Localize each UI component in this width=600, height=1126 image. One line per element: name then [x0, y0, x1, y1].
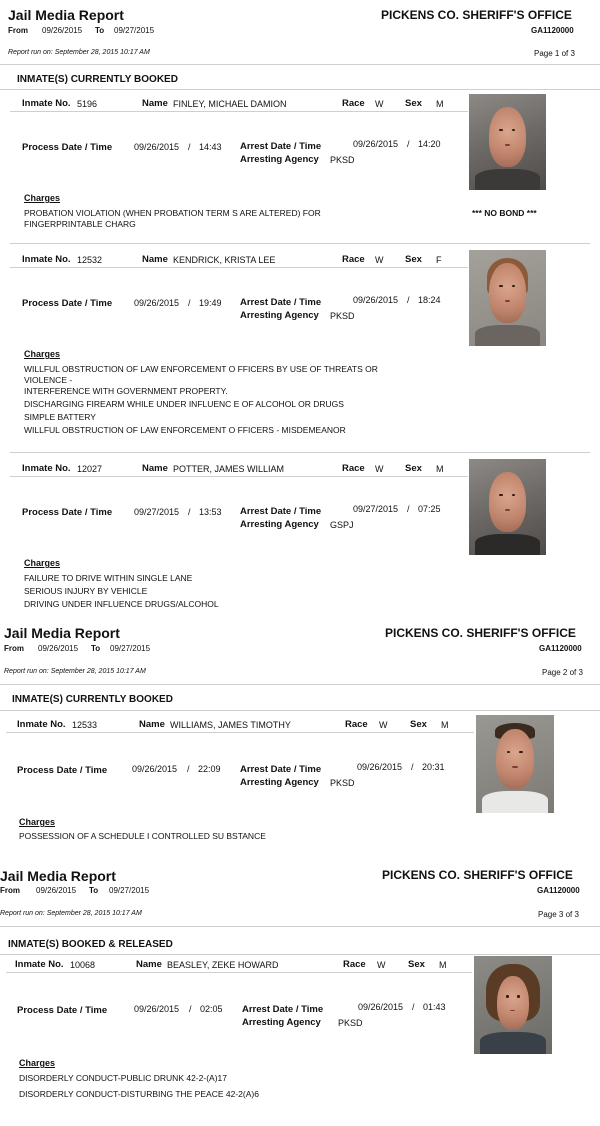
charge-line: FINGERPRINTABLE CHARG — [24, 219, 136, 229]
charges-label: Charges — [19, 1058, 56, 1068]
section-title: INMATE(S) BOOKED & RELEASED — [8, 939, 173, 950]
process-label: Process Date / Time — [17, 1005, 108, 1016]
race-label: Race — [345, 719, 368, 730]
charge-line: DISORDERLY CONDUCT-PUBLIC DRUNK 42-2-(A)17 — [19, 1073, 227, 1083]
charge-line: DISORDERLY CONDUCT-DISTURBING THE PEACE 42-2(A)6 — [19, 1089, 259, 1099]
arrest-time: 01:43 — [423, 1002, 446, 1012]
slash: / — [187, 764, 190, 774]
slash: / — [407, 139, 410, 149]
process-date: 09/26/2015 — [132, 764, 178, 774]
sex-label: Sex — [405, 254, 422, 265]
report-title: Jail Media Report — [4, 625, 120, 641]
arrest-label: Arrest Date / Time — [240, 297, 322, 308]
arrest-date: 09/26/2015 — [353, 295, 399, 305]
inmate-no: 12532 — [77, 255, 103, 265]
charge-line: POSSESSION OF A SCHEDULE I CONTROLLED SU BSTANCE — [19, 831, 266, 841]
agency-value: PKSD — [330, 155, 355, 165]
sex-label: Sex — [405, 463, 422, 474]
from-label: From — [0, 886, 20, 895]
inmate-no-label: Inmate No. — [22, 254, 71, 265]
inmate-name: KENDRICK, KRISTA LEE — [173, 255, 276, 265]
office-name: PICKENS CO. SHERIFF'S OFFICE — [382, 868, 573, 882]
section-title: INMATE(S) CURRENTLY BOOKED — [12, 694, 173, 705]
arrest-time: 20:31 — [422, 762, 445, 772]
slash: / — [188, 298, 191, 308]
charge-line: PROBATION VIOLATION (WHEN PROBATION TERM S ARE ALTERED) FOR — [24, 208, 321, 218]
slash: / — [411, 762, 414, 772]
race-label: Race — [342, 254, 365, 265]
to-label: To — [95, 26, 105, 35]
inmate-name: FINLEY, MICHAEL DAMION — [173, 99, 287, 109]
arrest-date: 09/27/2015 — [353, 504, 399, 514]
charges-label: Charges — [19, 817, 56, 827]
sex-value: F — [436, 255, 442, 265]
process-time: 22:09 — [198, 764, 221, 774]
report-run-on: Report run on: September 28, 2015 10:17 AM — [0, 910, 142, 917]
inmate-name: WILLIAMS, JAMES TIMOTHY — [170, 720, 291, 730]
arrest-date: 09/26/2015 — [357, 762, 403, 772]
charge-line: DISCHARGING FIREARM WHILE UNDER INFLUENC E OF ALCOHOL OR DRUGS — [24, 399, 344, 409]
process-date: 09/26/2015 — [134, 298, 180, 308]
inmate-no: 12533 — [72, 720, 98, 730]
page-number: Page 1 of 3 — [534, 49, 575, 58]
arrest-label: Arrest Date / Time — [240, 506, 322, 517]
charge-line: VIOLENCE - — [24, 375, 73, 385]
office-code: GA1120000 — [531, 26, 574, 35]
sex-value: M — [441, 720, 449, 730]
mugshot-photo — [469, 250, 546, 346]
arrest-time: 07:25 — [418, 504, 441, 514]
name-label: Name — [136, 959, 162, 970]
slash: / — [188, 142, 191, 152]
slash: / — [412, 1002, 415, 1012]
arrest-time: 14:20 — [418, 139, 441, 149]
name-label: Name — [142, 254, 168, 265]
inmate-no-label: Inmate No. — [15, 959, 64, 970]
charges-label: Charges — [24, 558, 61, 568]
process-label: Process Date / Time — [17, 765, 108, 776]
agency-value: PKSD — [338, 1018, 363, 1028]
report-title: Jail Media Report — [8, 7, 124, 23]
office-name: PICKENS CO. SHERIFF'S OFFICE — [385, 626, 576, 640]
charges-label: Charges — [24, 349, 61, 359]
sex-label: Sex — [405, 98, 422, 109]
office-code: GA1120000 — [539, 644, 582, 653]
charge-line: WILLFUL OBSTRUCTION OF LAW ENFORCEMENT O FFICERS BY USE OF THREATS OR — [24, 364, 378, 374]
process-date: 09/26/2015 — [134, 1004, 180, 1014]
from-date: 09/26/2015 — [38, 644, 79, 653]
mugshot-photo — [476, 715, 554, 813]
inmate-no: 10068 — [70, 960, 96, 970]
agency-value: PKSD — [330, 311, 355, 321]
inmate-no: 12027 — [77, 464, 103, 474]
from-label: From — [4, 644, 24, 653]
inmate-no-label: Inmate No. — [17, 719, 66, 730]
process-label: Process Date / Time — [22, 142, 113, 153]
to-date: 09/27/2015 — [114, 26, 155, 35]
race-value: W — [377, 960, 386, 970]
agency-label: Arresting Agency — [240, 310, 319, 321]
charge-line: FAILURE TO DRIVE WITHIN SINGLE LANE — [24, 573, 193, 583]
arrest-date: 09/26/2015 — [353, 139, 399, 149]
page-number: Page 2 of 3 — [542, 668, 583, 677]
process-label: Process Date / Time — [22, 507, 113, 518]
process-label: Process Date / Time — [22, 298, 113, 309]
process-time: 13:53 — [199, 507, 222, 517]
agency-label: Arresting Agency — [240, 154, 319, 165]
race-label: Race — [343, 959, 366, 970]
agency-label: Arresting Agency — [242, 1017, 321, 1028]
charge-line: DRIVING UNDER INFLUENCE DRUGS/ALCOHOL — [24, 599, 219, 609]
mugshot-photo — [474, 956, 552, 1054]
sex-value: M — [436, 464, 444, 474]
from-date: 09/26/2015 — [36, 886, 77, 895]
arrest-date: 09/26/2015 — [358, 1002, 404, 1012]
name-label: Name — [142, 98, 168, 109]
from-date: 09/26/2015 — [42, 26, 83, 35]
mugshot-photo — [469, 94, 546, 190]
charges-label: Charges — [24, 193, 61, 203]
inmate-no: 5196 — [77, 99, 98, 109]
mugshot-photo — [469, 459, 546, 555]
charge-line: SERIOUS INJURY BY VEHICLE — [24, 586, 148, 596]
section-title: INMATE(S) CURRENTLY BOOKED — [17, 74, 178, 85]
name-label: Name — [142, 463, 168, 474]
name-label: Name — [139, 719, 165, 730]
agency-value: GSPJ — [330, 520, 354, 530]
inmate-name: POTTER, JAMES WILLIAM — [173, 464, 285, 474]
office-code: GA1120000 — [537, 886, 580, 895]
agency-value: PKSD — [330, 778, 355, 788]
inmate-no-label: Inmate No. — [22, 98, 71, 109]
arrest-time: 18:24 — [418, 295, 441, 305]
race-value: W — [375, 99, 384, 109]
report-run-on: Report run on: September 28, 2015 10:17 AM — [8, 49, 150, 56]
slash: / — [407, 504, 410, 514]
arrest-label: Arrest Date / Time — [242, 1004, 324, 1015]
race-label: Race — [342, 98, 365, 109]
sex-label: Sex — [410, 719, 427, 730]
from-label: From — [8, 26, 28, 35]
race-label: Race — [342, 463, 365, 474]
arrest-label: Arrest Date / Time — [240, 141, 322, 152]
inmate-name: BEASLEY, ZEKE HOWARD — [167, 960, 279, 970]
slash: / — [188, 507, 191, 517]
slash: / — [407, 295, 410, 305]
race-value: W — [375, 255, 384, 265]
office-name: PICKENS CO. SHERIFF'S OFFICE — [381, 8, 572, 22]
process-time: 02:05 — [200, 1004, 223, 1014]
process-time: 19:49 — [199, 298, 222, 308]
to-date: 09/27/2015 — [109, 886, 150, 895]
report-run-on: Report run on: September 28, 2015 10:17 AM — [4, 668, 146, 675]
process-date: 09/26/2015 — [134, 142, 180, 152]
charge-line: SIMPLE BATTERY — [24, 412, 96, 422]
slash: / — [189, 1004, 192, 1014]
to-label: To — [91, 644, 101, 653]
agency-label: Arresting Agency — [240, 777, 319, 788]
page-number: Page 3 of 3 — [538, 910, 579, 919]
race-value: W — [375, 464, 384, 474]
inmate-no-label: Inmate No. — [22, 463, 71, 474]
report-title: Jail Media Report — [0, 868, 116, 884]
agency-label: Arresting Agency — [240, 519, 319, 530]
bond-status: *** NO BOND *** — [472, 208, 537, 218]
process-time: 14:43 — [199, 142, 222, 152]
to-date: 09/27/2015 — [110, 644, 151, 653]
sex-label: Sex — [408, 959, 425, 970]
charge-line: WILLFUL OBSTRUCTION OF LAW ENFORCEMENT O FFICERS - MISDEMEANOR — [24, 425, 346, 435]
sex-value: M — [436, 99, 444, 109]
charge-line: INTERFERENCE WITH GOVERNMENT PROPERTY. — [24, 386, 228, 396]
process-date: 09/27/2015 — [134, 507, 180, 517]
race-value: W — [379, 720, 388, 730]
to-label: To — [89, 886, 99, 895]
arrest-label: Arrest Date / Time — [240, 764, 322, 775]
sex-value: M — [439, 960, 447, 970]
